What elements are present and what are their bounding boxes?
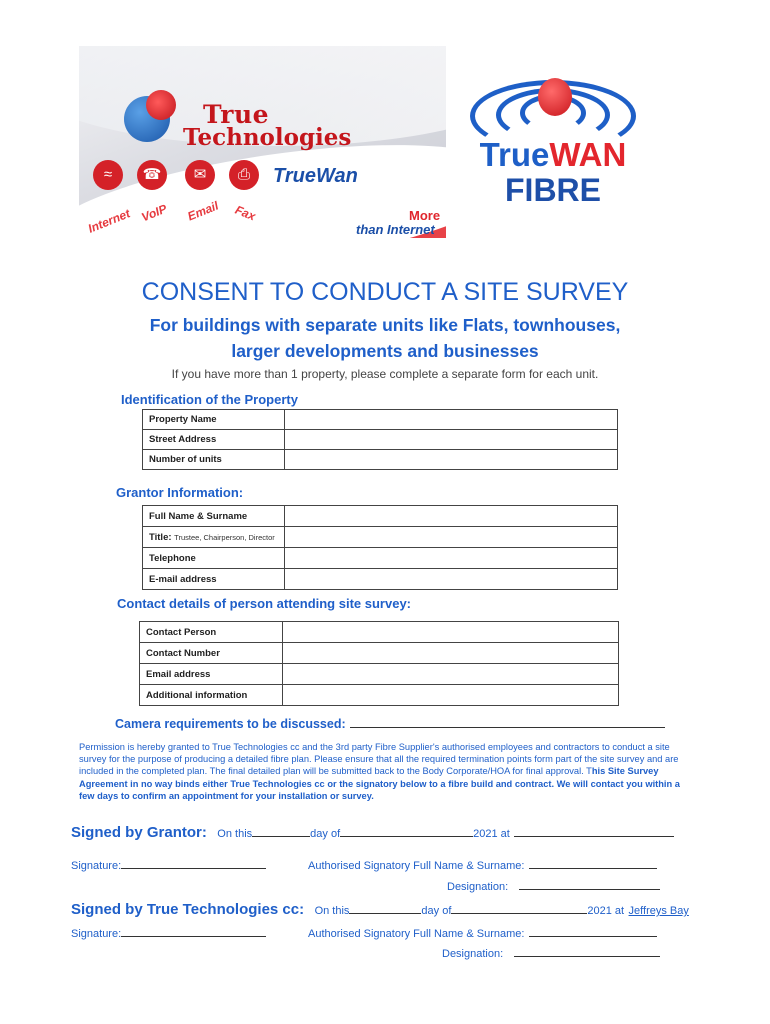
- logo-true: True: [479, 136, 550, 173]
- property-table: [142, 409, 618, 470]
- number-of-units-label: Number of units: [143, 450, 285, 470]
- camera-requirements-label: Camera requirements to be discussed:: [115, 717, 346, 731]
- tt-on-this: On this: [314, 905, 350, 917]
- telephone-field[interactable]: [285, 548, 618, 569]
- service-fax: Fax: [233, 202, 258, 224]
- tt-designation-field[interactable]: [514, 945, 660, 957]
- full-name-label: Full Name & Surname: [143, 506, 285, 527]
- full-name-field[interactable]: [285, 506, 618, 527]
- permission-paragraph: [79, 741, 686, 802]
- subtitle-line1: For buildings with separate units like Flats, townhouses,: [149, 315, 621, 335]
- contact-email-label: Email address: [140, 664, 283, 685]
- grantor-designation-line: [447, 877, 660, 895]
- property-section-heading: Identification of the Property: [121, 392, 298, 407]
- logo-fibre: FIBRE: [505, 172, 601, 208]
- email-address-field[interactable]: [285, 569, 618, 590]
- tt-signature-field[interactable]: [121, 925, 266, 937]
- table-row: [143, 569, 618, 590]
- service-voip: VoIP: [139, 201, 169, 225]
- wifi-icon: ≈: [93, 160, 123, 190]
- contact-person-field[interactable]: [283, 622, 619, 643]
- contact-number-field[interactable]: [283, 643, 619, 664]
- truewan-product-name: TrueWan: [273, 165, 358, 187]
- table-row: [140, 622, 619, 643]
- telephone-label: Telephone: [143, 548, 285, 569]
- tt-signature-line: [71, 924, 266, 942]
- grantor-section-heading: Grantor Information:: [116, 485, 244, 500]
- grantor-table: [142, 505, 618, 590]
- camera-requirements-field[interactable]: [350, 716, 665, 728]
- table-row: [143, 527, 618, 548]
- title-field[interactable]: [285, 527, 618, 548]
- grantor-auth-label: Authorised Signatory Full Name & Surname:: [308, 860, 525, 872]
- street-address-field[interactable]: [285, 430, 618, 450]
- grantor-auth-line: [308, 856, 657, 874]
- table-row: [143, 430, 618, 450]
- table-row: [140, 643, 619, 664]
- subtitle-line2: larger developments and businesses: [231, 341, 539, 361]
- title-label: [143, 527, 285, 548]
- table-row: [143, 450, 618, 470]
- email-icon: ✉: [185, 160, 215, 190]
- grantor-on-this: On this: [217, 828, 253, 840]
- tt-place: Jeffreys Bay: [628, 905, 689, 917]
- additional-info-label: Additional information: [140, 685, 283, 706]
- signed-by-grantor-heading: Signed by Grantor:: [71, 824, 207, 841]
- table-row: [140, 685, 619, 706]
- table-row: [143, 506, 618, 527]
- contact-table: [139, 621, 619, 706]
- grantor-year-at: 2021 at: [473, 828, 510, 840]
- slogan-more: More: [409, 208, 441, 223]
- grantor-signature-line: [71, 856, 266, 874]
- permission-bold-text: his Site Survey Agreement in no way binds either True Technologies cc or the signatory below to a fibre build and contract. We will contact you within a few days to confirm an appointment for your installation or survey.: [79, 766, 680, 801]
- contact-email-field[interactable]: [283, 664, 619, 685]
- company-name-line2: Technologies: [183, 124, 352, 151]
- phone-icon: ☎: [137, 160, 167, 190]
- grantor-day-field[interactable]: [252, 825, 310, 837]
- title-label-text: Title:: [149, 531, 172, 543]
- true-technologies-banner: [79, 46, 446, 238]
- tt-month-field[interactable]: [451, 902, 587, 914]
- fax-icon: ⎙: [229, 160, 259, 190]
- grantor-designation-label: Designation:: [447, 881, 509, 893]
- service-internet: Internet: [85, 206, 133, 236]
- title-hint: Trustee, Chairperson, Director: [174, 532, 275, 542]
- globe-tower-icon: [538, 78, 572, 116]
- email-address-label: E-mail address: [143, 569, 285, 590]
- tt-auth-line: [308, 924, 657, 942]
- service-email: Email: [185, 198, 221, 224]
- street-address-label: Street Address: [143, 430, 285, 450]
- true-technologies-logo-icon: [124, 96, 170, 142]
- grantor-day-of: day of: [310, 828, 341, 840]
- grantor-designation-field[interactable]: [519, 878, 660, 890]
- company-name-line1: True: [203, 100, 270, 129]
- tt-designation-line: [442, 944, 660, 962]
- table-row: [140, 664, 619, 685]
- property-name-label: Property Name: [143, 410, 285, 430]
- tt-auth-field[interactable]: [529, 925, 657, 937]
- truewan-fibre-logo: [458, 70, 648, 220]
- signed-by-tt-heading: Signed by True Technologies cc:: [71, 901, 305, 918]
- tt-day-field[interactable]: [349, 902, 421, 914]
- additional-info-field[interactable]: [283, 685, 619, 706]
- table-row: [143, 548, 618, 569]
- contact-section-heading: Contact details of person attending site survey:: [117, 596, 411, 611]
- grantor-month-field[interactable]: [340, 825, 473, 837]
- number-of-units-field[interactable]: [285, 450, 618, 470]
- tt-signature-label: Signature:: [71, 928, 122, 940]
- camera-requirements: [115, 716, 665, 731]
- logo-wan: WAN: [549, 136, 627, 173]
- instruction-note: If you have more than 1 property, please complete a separate form for each unit.: [171, 367, 599, 381]
- contact-number-label: Contact Number: [140, 643, 283, 664]
- tt-signoff-row: [71, 901, 689, 919]
- slogan-than-internet: than Internet: [356, 222, 435, 237]
- grantor-signoff-row: [71, 824, 674, 842]
- tt-day-of: day of: [421, 905, 452, 917]
- tt-designation-label: Designation:: [442, 948, 504, 960]
- grantor-auth-field[interactable]: [529, 857, 657, 869]
- grantor-signature-label: Signature:: [71, 860, 122, 872]
- grantor-signature-field[interactable]: [121, 857, 266, 869]
- grantor-place-field[interactable]: [514, 825, 674, 837]
- tt-year-at: 2021 at: [587, 905, 625, 917]
- permission-text: Permission is hereby granted to True Technologies cc and the 3rd party Fibre Supplier's authorised employees and contractors to conduct a site survey for the purpose of producing a detailed fibre plan. Please ensure that all the required termination points form part of the site survey and are included in the completed plan. The final detailed plan will be submitted back to the Body Corporate/HOA for final approval. T: [79, 742, 679, 777]
- truewan-title: [458, 136, 648, 174]
- table-row: [143, 410, 618, 430]
- contact-person-label: Contact Person: [140, 622, 283, 643]
- page-title: CONSENT TO CONDUCT A SITE SURVEY: [141, 278, 629, 306]
- tt-auth-label: Authorised Signatory Full Name & Surname:: [308, 928, 525, 940]
- property-name-field[interactable]: [285, 410, 618, 430]
